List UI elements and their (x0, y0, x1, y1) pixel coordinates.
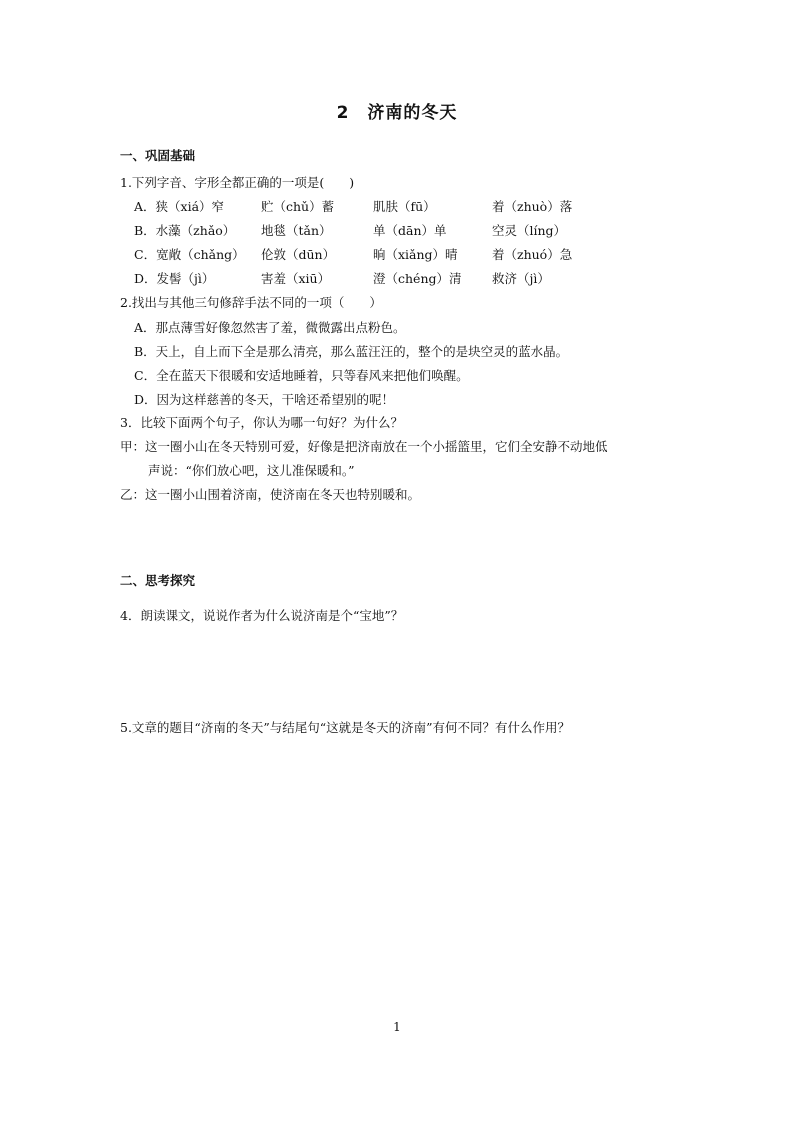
option-cell: 伦敦（dūn） (261, 247, 336, 262)
section-heading-inquiry: 二、思考探究 (120, 573, 196, 588)
option-cell: 着（zhuó）急 (492, 247, 573, 262)
section-heading-basics: 一、巩固基础 (120, 148, 196, 163)
option-cell: 肌肤（fū） (373, 199, 436, 214)
question-1-stem: 1.下列字音、字形全都正确的一项是( ) (120, 175, 355, 190)
option-cell: A．狭（xiá）窄 (134, 199, 225, 214)
option-cell: 着（zhuò）落 (492, 199, 573, 214)
option-cell: D．发髻（jì） (134, 271, 215, 286)
option-cell: 贮（chǔ）蓄 (261, 199, 335, 214)
question-5: 5.文章的题目“济南的冬天”与结尾句“这就是冬天的济南”有何不同？有什么作用？ (120, 720, 570, 735)
page-number: 1 (393, 1020, 401, 1034)
option-cell: 澄（chéng）清 (373, 271, 462, 286)
sentence-yi: 乙：这一圈小山围着济南，使济南在冬天也特别暖和。 (120, 487, 421, 502)
option-cell: B．水藻（zhǎo） (134, 223, 236, 238)
question-2-stem: 2.找出与其他三句修辞手法不同的一项（ ） (120, 295, 382, 310)
option-cell: 地毯（tǎn） (261, 223, 332, 238)
question-4: 4．朗读课文，说说作者为什么说济南是个“宝地”？ (120, 608, 404, 623)
question-3-stem: 3．比较下面两个句子，你认为哪一句好？为什么？ (120, 415, 403, 430)
question-2-option-c: C．全在蓝天下很暖和安适地睡着，只等春风来把他们唤醒。 (134, 368, 469, 383)
option-cell: 害羞（xiū） (261, 271, 331, 286)
option-cell: 晌（xiǎng）晴 (373, 247, 458, 262)
sentence-jia-line-1: 甲：这一圈小山在冬天特别可爱，好像是把济南放在一个小摇篮里，它们全安静不动地低 (120, 439, 608, 454)
option-cell: C．宽敞（chǎng） (134, 247, 245, 262)
page-title: 2 济南的冬天 (336, 103, 458, 123)
question-2-option-d: D．因为这样慈善的冬天，干啥还希望别的呢！ (134, 392, 395, 407)
question-2-option-a: A．那点薄雪好像忽然害了羞，微微露出点粉色。 (134, 320, 406, 335)
sentence-jia-line-2: 声说：“你们放心吧，这儿准保暖和。” (148, 463, 355, 478)
option-cell: 救济（jì） (492, 271, 550, 286)
question-2-option-b: B．天上，自上而下全是那么清亮，那么蓝汪汪的，整个的是块空灵的蓝水晶。 (134, 344, 569, 359)
option-cell: 单（dān）单 (373, 223, 447, 238)
option-cell: 空灵（líng） (492, 223, 567, 238)
